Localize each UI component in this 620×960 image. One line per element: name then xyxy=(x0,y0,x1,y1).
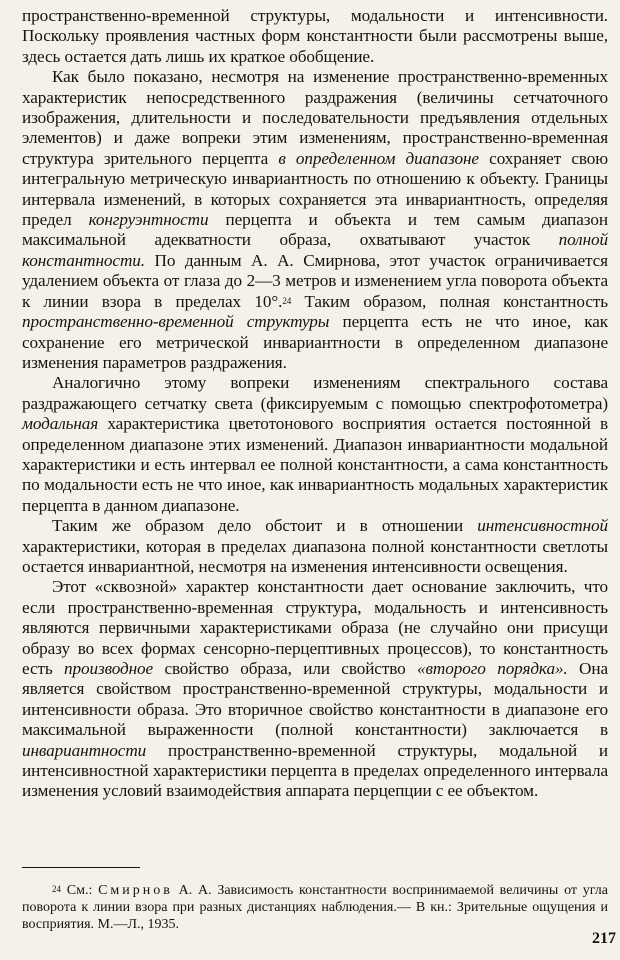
emphasis-text: интенсивностной xyxy=(477,516,608,536)
emphasis-text: модальная xyxy=(22,414,99,434)
footnote-text: А. А. Зависимость константности воспринимаемой величины от угла поворота к линии взора при разных дистанциях наблюдения.— В кн.: Зрительные ощущения и восприятия. М.—Л., 1935. xyxy=(22,883,608,932)
footnote-divider xyxy=(22,867,140,868)
paragraph-text: Как было показано, несмотря на изменение пространственно-временных характеристик непосредственного раздражения (величины сетчаточного изображения, длительности и последовательности предъявления отдельных элементов) и даже вопреки этим изменениям, пространственно-временная структура зрительного перцепта xyxy=(22,67,608,168)
emphasis-text: «второго порядка». xyxy=(417,659,568,678)
book-page xyxy=(22,6,608,954)
paragraph xyxy=(22,577,608,801)
paragraph-text: пространственно-временной структуры, модальности и интенсивности. Поскольку проявления частных форм константности были рассмотрены выше, здесь остается дать лишь их краткое обобщение. xyxy=(22,6,608,66)
paragraph xyxy=(22,67,608,373)
emphasis-text: в определенном диапазоне xyxy=(278,148,479,168)
footnote-prefix: См.: xyxy=(61,883,99,898)
paragraph-text: Таким образом, полная константность xyxy=(291,291,608,311)
paragraph-text: свойство образа, или свойство xyxy=(153,659,418,678)
paragraph-text: характеристика цветотонового восприятия остается постоянной в определенном диапазоне этих изменений. Диапазон инвариантности модальной характеристики и есть интервал ее полной константности, а сама константность по модальности есть не что иное, как инвариантность модальных характеристик перцепта в данном диапазоне. xyxy=(22,414,608,515)
paragraph-text: Таким же образом дело обстоит и в отношении xyxy=(52,516,478,536)
paragraph xyxy=(22,373,608,516)
paragraph-text: перцепта и объекта и тем самым диапазон максимальной адекватности образа, охватывают участок xyxy=(22,210,608,250)
paragraph-text: Этот «сквозной» характер константности дает основание заключить, что если пространственно-временная структура, модальность и интенсивность являются первичными характеристиками образа (не случайно они присущи образу во всех формах сенсорно-перцептивных процессов), то константность есть xyxy=(22,577,608,678)
footnote-reference: 24 xyxy=(282,295,292,306)
emphasis-text: полной константности. xyxy=(22,230,608,270)
paragraph-text: характеристики, которая в пределах диапазона полной константности светлоты остается инвариантной, несмотря на изменения интенсивности освещения. xyxy=(22,536,608,576)
paragraph-text: сохраняет свою интегральную метрическую инвариантность по отношению к объекту. Границы интервала изменений, в которых сохраняется эта инвариантность, определяя предел xyxy=(22,148,609,230)
emphasis-text: пространственно-временной структуры xyxy=(22,312,330,332)
paragraph xyxy=(22,516,608,577)
paragraph xyxy=(22,6,608,67)
paragraph-text: Она является свойством пространственно-временной структуры, модальности и интенсивности образа. Это вторичное свойство константности в диапазоне его максимальной выраженности (полной константности) заключается в xyxy=(22,659,608,740)
footnote-mark: 24 xyxy=(52,884,61,894)
paragraph-text: По данным А. А. Смирнова, этот участок ограничивается удалением объекта от глаза до 2—3 метров и изменением угла поворота объекта к линии взора в пределах 10°. xyxy=(22,250,608,311)
footnote-author: Смирнов xyxy=(98,883,173,898)
emphasis-text: конгруэнтности xyxy=(88,210,209,230)
emphasis-text: инвариантности xyxy=(22,740,147,760)
footnote xyxy=(22,882,608,933)
emphasis-text: производное xyxy=(64,659,154,678)
paragraph-text: пространственно-временной структуры, модальной и интенсивностной характеристики перцепта в пределах определенного интервала изменения условий взаимодействия аппарата перцепции с ее объектом. xyxy=(22,740,608,801)
page-number: 217 xyxy=(592,930,616,947)
paragraph-text: перцепта есть не что иное, как сохранение его метрической инвариантности в определенном диапазоне изменения параметров раздражения. xyxy=(22,312,608,372)
body-text xyxy=(22,6,608,802)
paragraph-text: Аналогично этому вопреки изменениям спектрального состава раздражающего сетчатку света (фиксируемым с помощью спектрофотометра) xyxy=(22,373,608,413)
